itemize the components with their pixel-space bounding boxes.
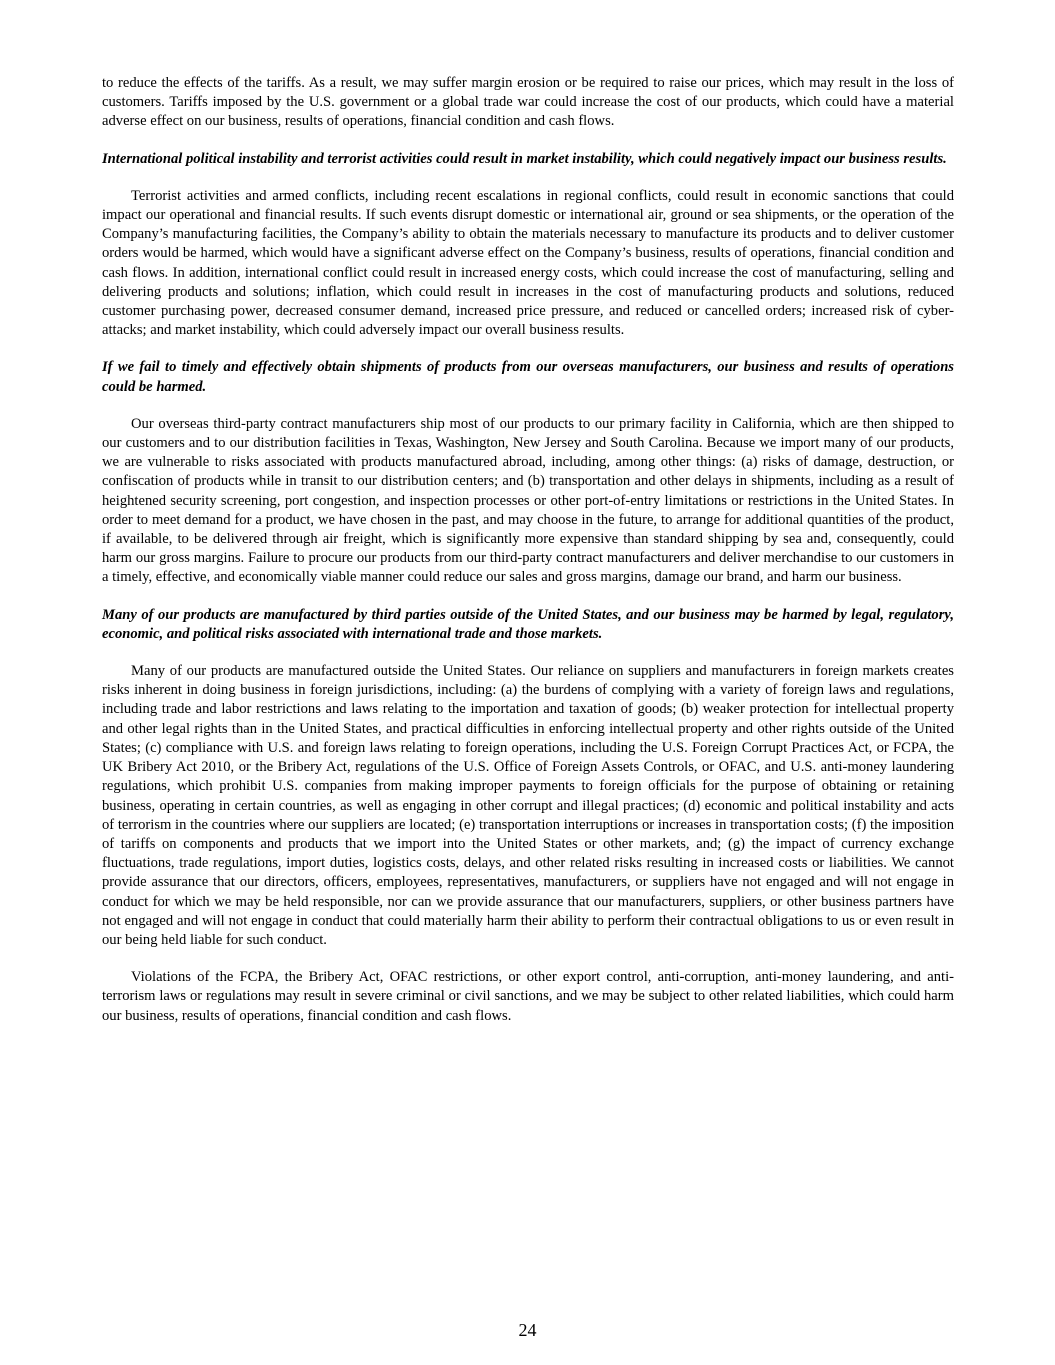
spacer (102, 950, 954, 968)
page-number: 24 (518, 1320, 537, 1340)
spacer (102, 588, 954, 606)
section-heading-political-instability: International political instability and terrorist activities could result in market instability, which could negatively impact our business results. (102, 150, 947, 167)
intro-paragraph: to reduce the effects of the tariffs. As a result, we may suffer margin erosion or be required to raise our prices, which may result in the loss of customers. Tariffs imposed by the U.S. government or a global trade war could increase the cost of our products, which could have a material adverse effect on our business, results of operations, financial condition and cash flows. (102, 75, 954, 130)
spacer (102, 340, 954, 358)
section-heading-international-trade-risks: Many of our products are manufactured by third parties outside of the United States, and our business may be harmed by legal, regulatory, economic, and political risks associated with international trade and those markets. (102, 606, 954, 642)
spacer (102, 397, 954, 415)
spacer (102, 644, 954, 662)
section-heading-overseas-shipments: If we fail to timely and effectively obtain shipments of products from our overseas manufacturers, our business and results of operations could be harmed. (102, 359, 954, 395)
paragraph-fcpa-violations: Violations of the FCPA, the Bribery Act, OFAC restrictions, or other export control, anti-corruption, anti-money laundering, and anti-terrorism laws or regulations may result in severe criminal or civil sanctions, and we may be subject to other related liabilities, which could harm our business, results of operations, financial condition and cash flows. (102, 969, 954, 1024)
spacer (102, 132, 954, 150)
paragraph-overseas-shipments: Our overseas third-party contract manufacturers ship most of our products to our primary facility in California, which are then shipped to our customers and to our distribution facilities in Texas, Washington, New Jersey and South Carolina. Because we import many of our products, we are vulnerable to risks associated with products manufactured abroad, including, among other things: (a) risks of damage, destruction, or confiscation of products while in transit to our distribution centers; and (b) transportation and other delays in shipments, including as a result of heightened security screening, port congestion, and inspection processes or other port-of-entry limitations or restrictions in the United States. In order to meet demand for a product, we have chosen in the past, and may choose in the future, to arrange for additional quantities of the product, if available, to be delivered through air freight, which is significantly more expensive than standard shipping by sea and, consequently, could harm our gross margins. Failure to procure our products from our third-party contract manufacturers and deliver merchandise to our customers in a timely, effective, and economically viable manner could reduce our sales and gross margins, damage our brand, and harm our business. (102, 415, 954, 586)
spacer (102, 169, 954, 187)
paragraph-political-instability: Terrorist activities and armed conflicts, including recent escalations in regional conflicts, could result in economic sanctions that could impact our operational and financial results. If such events disrupt domestic or international air, ground or sea shipments, or the operation of the Company’s manufacturing facilities, the Company’s ability to obtain the materials necessary to manufacture its products and to deliver customer orders would be harmed, which would have a significant adverse effect on the Company’s business, results of operations, financial condition and cash flows. In addition, international conflict could result in increased energy costs, which could increase the cost of manufacturing, selling and delivering products and solutions; inflation, which could result in increases in the cost of manufacturing products and solutions, reduced customer purchasing power, decreased consumer demand, increased price pressure, and reduced or cancelled orders; increased risk of cyber-attacks; and market instability, which could adversely impact our overall business results. (102, 187, 954, 339)
document-page (102, 74, 954, 1026)
paragraph-international-trade-risks: Many of our products are manufactured outside the United States. Our reliance on suppliers and manufacturers in foreign markets creates risks inherent in doing business in foreign jurisdictions, including: (a) the burdens of complying with a variety of foreign laws and regulations, including trade and labor restrictions and laws relating to the importation and taxation of goods; (b) weaker protection for intellectual property and other legal rights than in the United States, and practical difficulties in enforcing intellectual property and other rights outside of the United States; (c) compliance with U.S. and foreign laws relating to foreign operations, including the U.S. Foreign Corrupt Practices Act, or FCPA, the UK Bribery Act 2010, or the Bribery Act, regulations of the U.S. Office of Foreign Assets Controls, or OFAC, and U.S. anti-money laundering regulations, which prohibit U.S. companies from making improper payments to foreign officials for the purpose of obtaining or retaining business, operating in certain countries, as well as engaging in other corrupt and illegal practices; (d) economic and political instability and acts of terrorism in the countries where our suppliers are located; (e) transportation interruptions or increases in transportation costs; (f) the imposition of tariffs on components and products that we import into the United States or other markets, and; (g) the impact of currency exchange fluctuations, trade regulations, import duties, logistics costs, delays, and other related risks resulting in increased costs or liabilities. We cannot provide assurance that our directors, officers, employees, representatives, manufacturers, or suppliers have not engaged and will not engage in conduct for which we may be held responsible, nor can we provide assurance that our manufacturers, suppliers, or other business partners have not engaged and will not engage in conduct that could materially harm their ability to perform their contractual obligations to us or even result in our being held liable for such conduct. (102, 663, 954, 948)
